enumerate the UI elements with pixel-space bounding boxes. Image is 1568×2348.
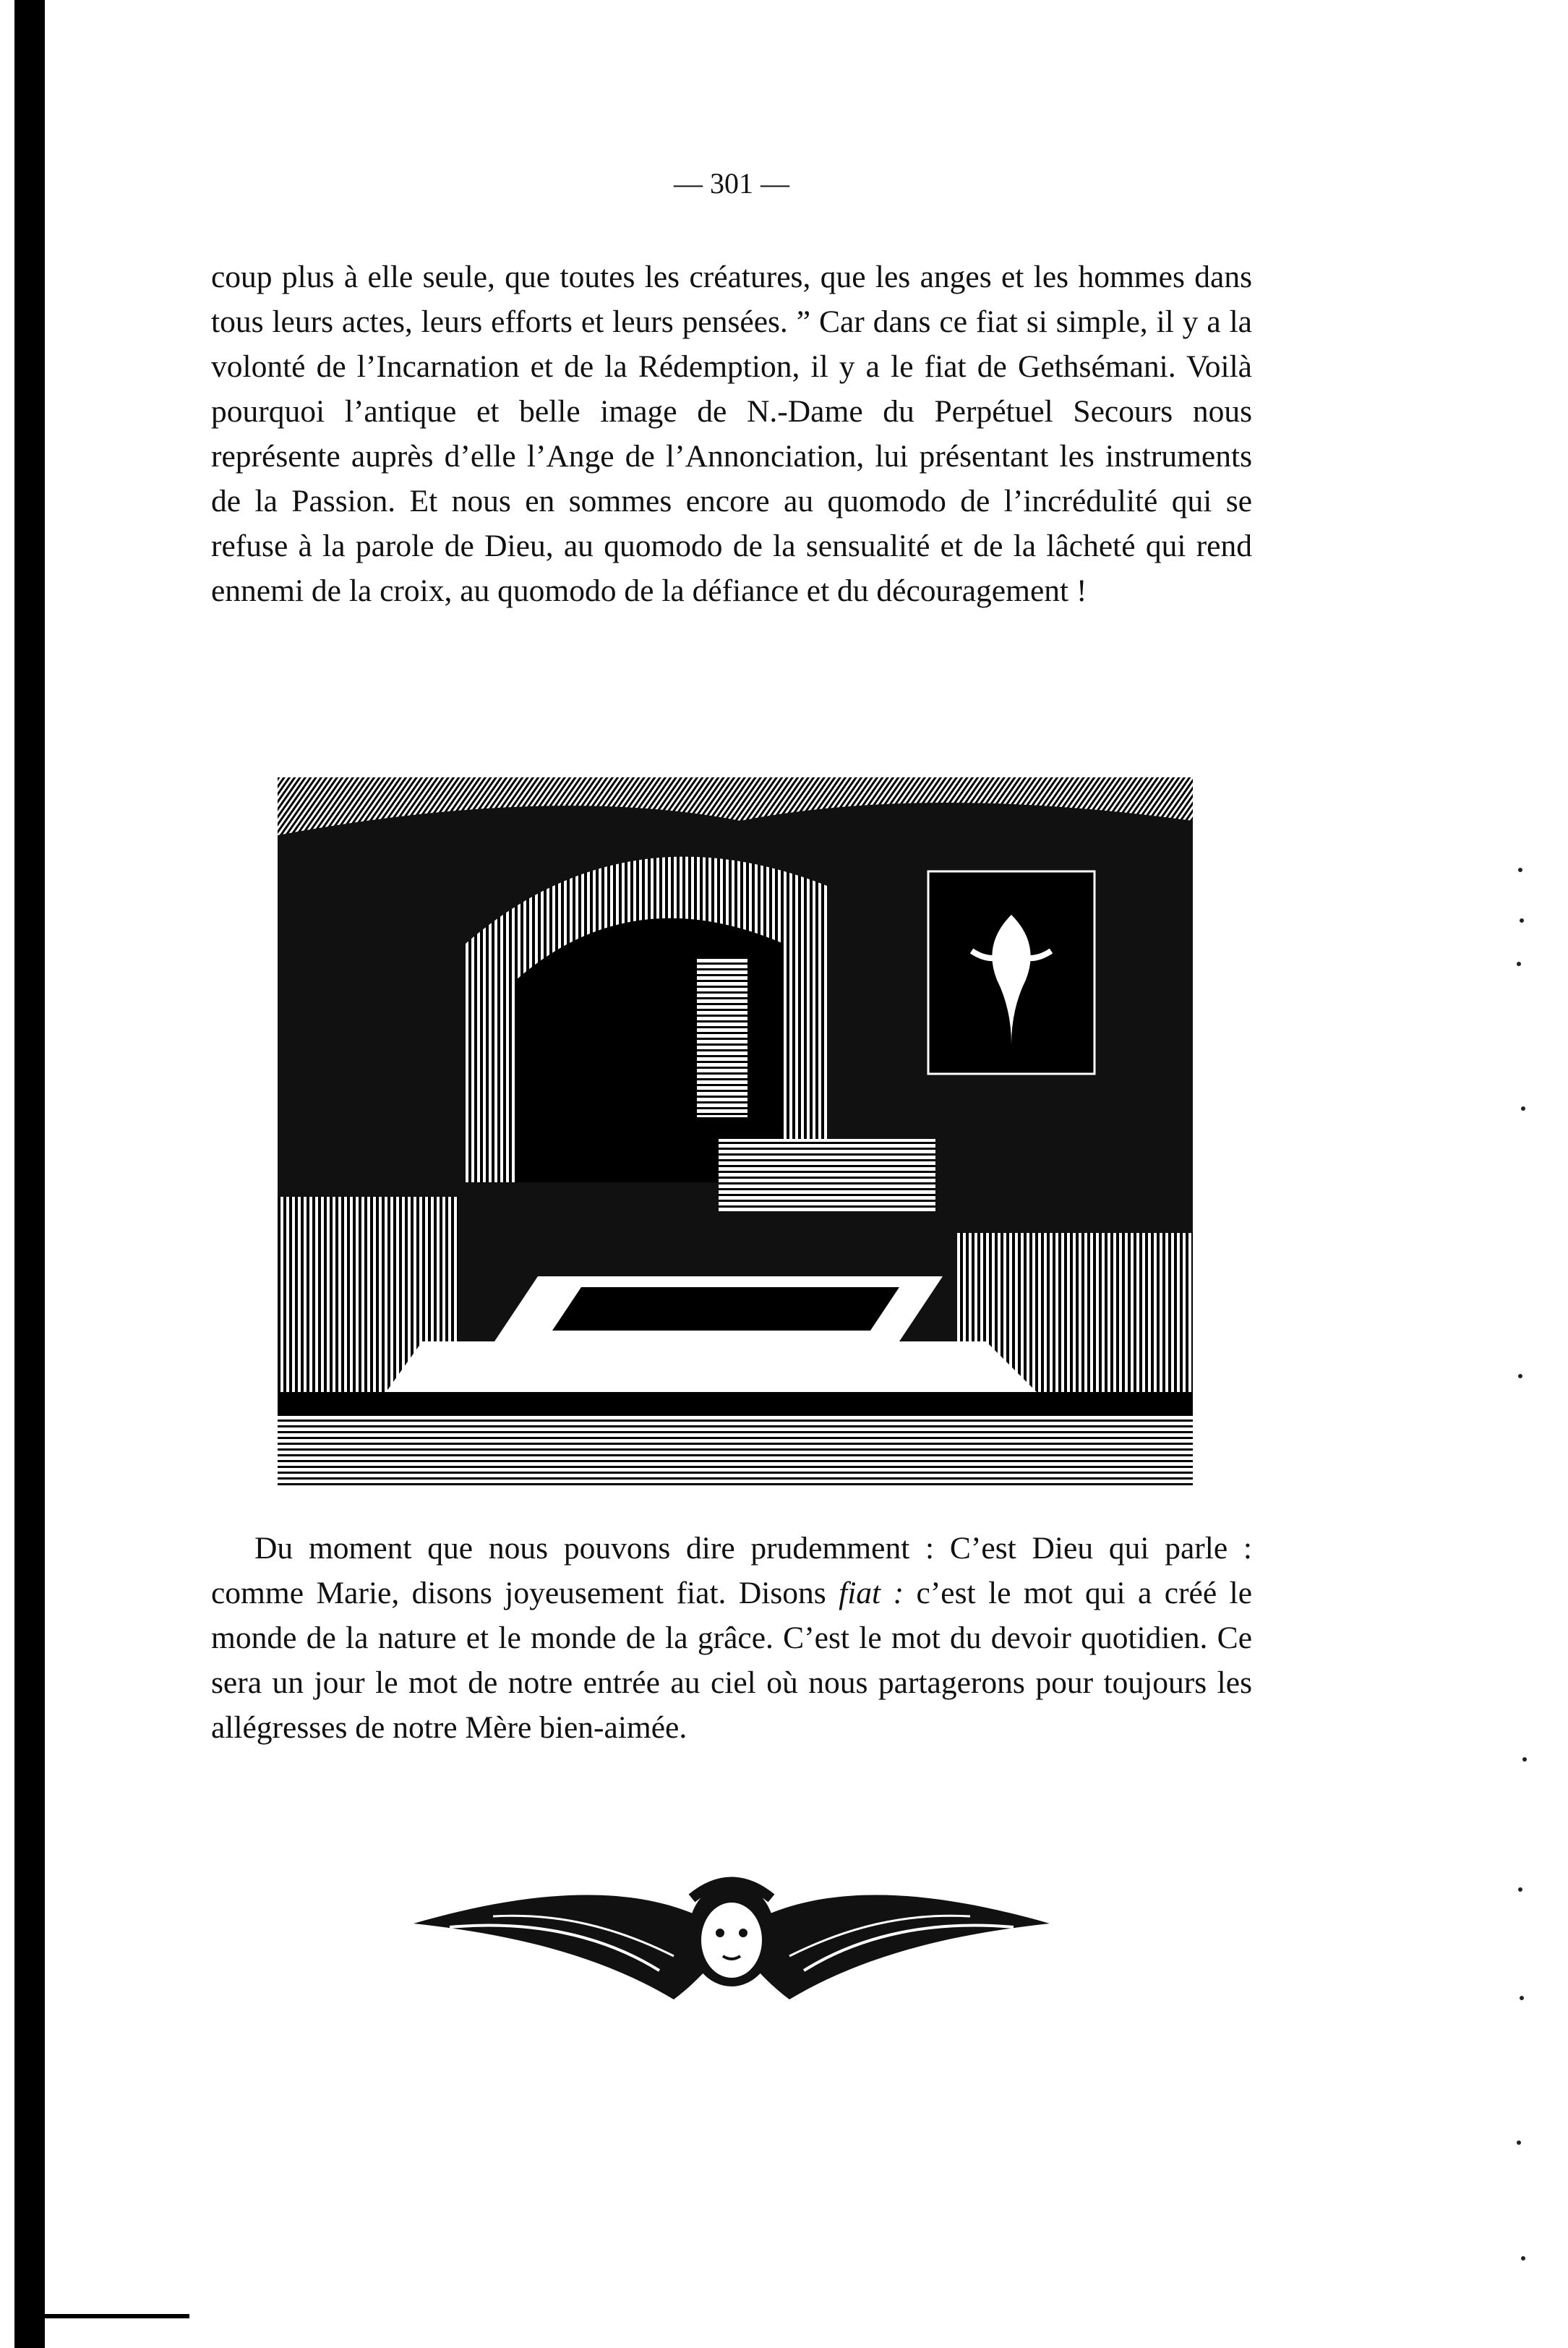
paragraph-2-text-a: Du moment que nous pouvons dire prudemment : C’est Dieu qui parle : comme Marie, disons joyeusement fiat. Disons <box>211 1531 1252 1610</box>
paragraph-1: coup plus à elle seule, que toutes les créatures, que les anges et les hommes dans tous leurs actes, leurs efforts et leurs pensées. ” Car dans ce fiat si simple, il y a la volonté de l’Incarnation et de la Rédemption, il y a le fiat de Gethsémani. Voilà pourquoi l’antique et belle image de N.-Dame du Perpétuel Secours nous représente auprès d’elle l’Ange de l’Annonciation, lui présentant les instruments de la Passion. Et nous en sommes encore au quomodo de l’incrédulité qui se refuse à la parole de Dieu, au quomodo de la sensualité et de la lâcheté qui rend ennemi de la croix, au quomodo de la défiance et du découragement ! <box>211 260 1252 608</box>
page-number: — 301 — <box>674 167 789 200</box>
scan-edge-foot <box>45 2314 189 2318</box>
engraving-svg <box>278 777 1193 1486</box>
paragraph-2-text-b: c’est le mot qui a créé le monde de la nature et le monde de la grâce. C’est le mot du devoir quotidien. Ce sera un jour le mot de notre entrée au ciel où nous partagerons pour toujours les allégresses de notre Mère bien-aimée. <box>211 1576 1252 1745</box>
scan-edge-bar <box>14 0 45 2348</box>
winged-cherub-ornament <box>370 1855 1093 2021</box>
scan-margin-specks <box>1475 868 1547 2314</box>
book-page <box>211 0 1252 2348</box>
paragraph-2 <box>211 1526 1252 1750</box>
ornament-svg <box>370 1855 1093 2021</box>
paragraph-2-italic-word: fiat : <box>839 1576 904 1610</box>
chapel-interior-engraving <box>278 777 1193 1486</box>
